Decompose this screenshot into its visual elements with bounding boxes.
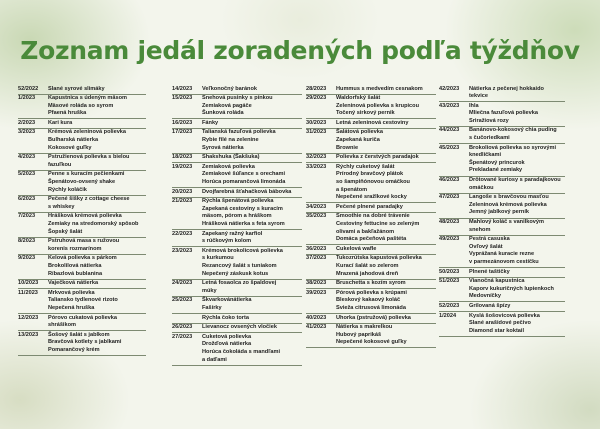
recipe-name: a datľami: [202, 356, 227, 363]
recipe-name: Kokosové guľky: [48, 144, 92, 151]
week-entry: [18, 289, 146, 314]
week-label: 47/2023: [439, 194, 460, 201]
week-entry: [18, 238, 146, 255]
recipe-name: Šošový šalát s jablkom: [48, 331, 110, 338]
recipe-name: Škvarkovánátierka: [202, 297, 252, 304]
recipe-name: Letná fosaolca zo špaldovej: [202, 280, 277, 287]
week-label: 37/2023: [306, 255, 327, 262]
recipe-name: Šopský šalát: [48, 228, 83, 235]
week-label: 33/2023: [306, 163, 327, 170]
week-entry: [172, 163, 302, 188]
recipe-name: Brownie: [336, 144, 359, 151]
week-entry: [18, 154, 146, 171]
recipe-name: Bravčová kotlety s jablkami: [48, 339, 122, 346]
recipe-name: Banánovo-kokosový chia puding: [469, 127, 557, 134]
recipe-name: Zemiakové šúľance s orechami: [202, 171, 285, 178]
week-label: 45/2023: [439, 144, 460, 151]
week-label: 46/2023: [439, 177, 460, 184]
week-label: 14/2023: [172, 85, 193, 92]
week-label: 43/2023: [439, 102, 460, 109]
recipe-name: Ríbazlová bublanina: [48, 270, 103, 277]
week-entry: [172, 324, 302, 334]
recipe-name: Mahlový koláč s vanilkovým: [469, 219, 544, 225]
recipe-name: Hubový paprikáš: [336, 331, 382, 338]
recipe-name: Slané arašidové pečivo: [469, 320, 531, 327]
recipe-name: Pestrá casuska: [469, 236, 510, 243]
week-entry: [439, 194, 565, 219]
recipe-name: Horúca čokoláda s mandľami: [202, 348, 281, 355]
recipe-name: Špenátový princurok: [469, 159, 525, 166]
week-label: 50/2023: [439, 268, 460, 275]
week-entry: [439, 312, 565, 337]
week-entry: [18, 129, 146, 154]
recipe-name: Zemiaky na stredomorský spôsob: [48, 221, 139, 227]
recipe-name: Hrášková nátierka s feta syrom: [202, 221, 285, 227]
week-label: 18/2023: [172, 154, 193, 161]
week-entry: [439, 144, 565, 176]
week-entry: [306, 280, 436, 290]
week-entry: [18, 196, 146, 213]
week-label: 20/2023: [172, 188, 193, 195]
week-entry: [439, 278, 565, 303]
week-label: 4/2023: [18, 154, 36, 161]
week-entry: [172, 188, 302, 198]
week-label: 38/2023: [306, 280, 327, 287]
week-label: 30/2023: [306, 119, 327, 126]
recipe-name: Jemný jablkový perník: [469, 209, 530, 216]
week-entry: [306, 85, 436, 95]
week-entry: [439, 236, 565, 268]
recipe-name: Nátierka z pečenej hokkaido: [469, 85, 544, 92]
week-label: 40/2023: [306, 314, 327, 321]
recipe-name: Snehová pusinky s pínkou: [202, 95, 273, 102]
recipe-name: Krémová brokolicová polievka: [202, 247, 283, 254]
week-entry: [306, 289, 436, 314]
week-entry: [172, 230, 302, 247]
week-entry: [18, 119, 146, 129]
recipe-name: Hummus s medvedím cesnakom: [336, 85, 423, 92]
recipe-name: omáčkou: [469, 184, 494, 191]
recipe-name: v parmezánovom cestíčku: [469, 258, 539, 265]
recipe-name: Pórová polievka s krúpami: [336, 289, 407, 296]
recipe-name: Fašírky: [202, 304, 222, 311]
week-entry: [172, 85, 302, 95]
recipe-name: Rýchly cuketový šalát: [336, 163, 395, 170]
week-entry: [172, 247, 302, 279]
column-2: [172, 85, 302, 366]
week-label: 1/2023: [18, 95, 36, 102]
recipe-name: Pfaená hruška: [48, 110, 87, 117]
recipe-name: Zemiaková pagáče: [202, 102, 252, 109]
recipe-name: Syrová nátierka: [202, 144, 244, 151]
recipe-name: Grilovaná špízy: [469, 302, 511, 309]
recipe-name: mäsom, pórom a hráškom: [202, 213, 272, 220]
recipe-name: Bulharská nátierka: [48, 137, 99, 144]
week-label: 28/2023: [306, 85, 327, 92]
recipe-name: knedličkami: [469, 152, 502, 159]
recipe-name: Cestoviny fettucine so zeleným: [336, 221, 420, 227]
week-entry: [18, 255, 146, 280]
recipe-name: Vianočná kapustnica: [469, 278, 525, 285]
recipe-name: Nepečená hruška: [48, 304, 95, 311]
week-label: 26/2023: [172, 324, 193, 331]
week-label: 13/2023: [18, 331, 39, 338]
week-entry: [172, 129, 302, 154]
recipe-name: Krémová zeleninová polievka: [48, 129, 127, 136]
recipe-name: s kurkumou: [202, 255, 234, 262]
week-label: 17/2023: [172, 129, 193, 136]
week-label: 27/2023: [172, 333, 193, 340]
recipe-name: Pomarančový krém: [48, 346, 100, 353]
week-label: 10/2023: [18, 280, 39, 287]
recipe-name: Domáca pečeňová paštéta: [336, 236, 407, 243]
recipe-name: Zapekaná cestoviny s kuracím: [202, 205, 283, 212]
recipe-name: Zeleninová polievka s krupicou: [336, 102, 419, 109]
week-entry: [172, 119, 302, 129]
week-entry: [18, 213, 146, 238]
recipe-name: Rýchla špenátová polievka: [202, 198, 274, 205]
recipe-name: Pečené plnené paradajky: [336, 203, 403, 210]
recipe-name: Rybie filé na zelenine: [202, 137, 259, 144]
recipe-name: Ovľový šalát: [469, 243, 503, 250]
week-entry: [172, 154, 302, 164]
column-1: [18, 85, 146, 356]
week-entry: [306, 163, 436, 203]
recipe-name: Rýchly koláčik: [48, 186, 87, 193]
week-label: 21/2023: [172, 198, 193, 205]
week-label: 41/2023: [306, 324, 327, 331]
recipe-name: Svieža citrusová limonáda: [336, 304, 406, 311]
recipe-name: snehom: [469, 226, 491, 233]
week-label: 42/2023: [439, 85, 460, 92]
recipe-name: Zemiaková polievka: [202, 163, 255, 170]
week-label: 31/2023: [306, 129, 327, 136]
week-label: 48/2023: [439, 219, 460, 225]
week-label: 7/2023: [18, 213, 36, 220]
recipe-name: Horúca pomarančová limonáda: [202, 179, 286, 186]
week-label: 1/2024: [439, 312, 457, 319]
recipe-name: Rezancový šalát s tuniakom: [202, 262, 277, 269]
week-label: 9/2023: [18, 255, 36, 262]
week-label: 5/2023: [18, 171, 36, 178]
week-label: 11/2023: [18, 289, 38, 296]
week-entry: [439, 127, 565, 144]
week-entry: [439, 268, 565, 278]
recipe-name: Šalátová polievka: [336, 129, 383, 136]
week-entry: [172, 95, 302, 120]
week-entry: [439, 219, 565, 236]
recipe-name: Ihla: [469, 102, 479, 109]
recipe-name: Cukelová wafle: [336, 245, 377, 252]
recipe-name: Brokolilová nátierka: [48, 262, 102, 269]
week-entry: [439, 85, 565, 102]
week-entry: [18, 331, 146, 356]
week-label: 19/2023: [172, 163, 193, 170]
week-entry: [306, 245, 436, 255]
recipe-name: Točený sirkový pernik: [336, 110, 395, 117]
week-entry: [306, 203, 436, 213]
week-label: 3/2023: [18, 129, 36, 136]
week-label: 44/2023: [439, 127, 460, 134]
recipe-name: Pórovo cukatová polievka: [48, 314, 118, 321]
recipe-name: Kelová polievka s párkom: [48, 255, 117, 262]
recipe-name: Medovníčky: [469, 293, 502, 300]
recipe-name: Dvojfarebná šťahačková bábovka: [202, 188, 292, 195]
recipe-name: Zeleninová krémová polievka: [469, 201, 547, 208]
week-entry: [306, 95, 436, 120]
week-label: 36/2023: [306, 245, 327, 252]
recipe-name: Langoše s bravčovou masťou: [469, 194, 549, 201]
recipe-name: Mrkvová polievka: [48, 289, 95, 296]
week-entry: [439, 102, 565, 127]
recipe-name: Zapekaná kuriča: [336, 137, 380, 144]
recipe-name: Sriražiová rozy: [469, 117, 509, 124]
recipe-name: Plnené taštičky: [469, 268, 510, 275]
week-label: 29/2023: [306, 95, 327, 102]
recipe-name: Nepečené kokosové guľky: [336, 339, 407, 346]
recipe-name: Diamond star koktail: [469, 327, 525, 334]
recipe-name: Cuketová polievka: [202, 333, 252, 340]
recipe-name: Kapustnica s údeným mäsom: [48, 95, 127, 102]
recipe-name: Fánky: [202, 119, 219, 126]
recipe-name: Bruschetta s kozím syrom: [336, 280, 406, 287]
week-entry: [18, 280, 146, 290]
recipe-name: Nepečený záskusk kotus: [202, 270, 269, 277]
recipe-name: Lievanocz ovsených vločiek: [202, 324, 277, 331]
week-entry: [18, 314, 146, 331]
recipe-name: Mliečna fazuľová polievka: [469, 110, 538, 117]
week-entry: [172, 198, 302, 230]
recipe-name: Brokoliová polievka so syrovými: [469, 144, 557, 151]
column-4: [439, 85, 565, 337]
week-label: 34/2023: [306, 203, 327, 210]
week-label: 32/2023: [306, 154, 327, 161]
recipe-name: Pstružienová polievka s bielou: [48, 154, 130, 161]
week-entry: [18, 85, 146, 95]
week-label: 52/2022: [18, 85, 39, 92]
recipe-name: Nátierka s makrelkou: [336, 324, 393, 331]
recipe-name: Pečené šišky z cottage cheese: [48, 196, 130, 203]
recipe-name: so šampiňónovou omáčkou: [336, 179, 410, 186]
recipe-name: Shakshuka (Šakšuka): [202, 154, 260, 161]
week-label: 6/2023: [18, 196, 36, 203]
week-entry: [439, 302, 565, 312]
week-entry: [306, 129, 436, 154]
recipe-name: Waldorfský šalát: [336, 95, 381, 102]
recipe-name: tekvice: [469, 93, 488, 100]
recipe-name: Mrazená jahodová dreň: [336, 270, 399, 277]
week-label: 15/2023: [172, 95, 193, 102]
recipe-name: Prírodný bravčový plátok: [336, 171, 404, 178]
week-label: 22/2023: [172, 230, 193, 237]
page-title: Zoznam jedál zoradených podľa týždňov: [20, 36, 580, 65]
week-entry: [172, 280, 302, 297]
recipe-name: Vaječková nátierka: [48, 280, 99, 287]
recipe-name: Talianská fazuľová polievka: [202, 129, 276, 136]
week-label: 23/2023: [172, 247, 193, 254]
week-entry: [172, 297, 302, 314]
week-entry: [306, 314, 436, 324]
week-label: 39/2023: [306, 289, 327, 296]
recipe-name: Pstruhová masa s ružovou: [48, 238, 120, 245]
week-entry: [306, 119, 436, 129]
recipe-name: Letná zeleninová cestoviny: [336, 119, 409, 126]
recipe-name: Polievka z čerstvých paradajok: [336, 154, 419, 161]
week-label: 49/2023: [439, 236, 460, 243]
recipe-name: Drožďová nátierka: [202, 341, 252, 348]
week-entry: [18, 95, 146, 120]
column-3: [306, 85, 436, 348]
recipe-name: múky: [202, 287, 217, 294]
recipe-name: Taliansko tydlenové rizoto: [48, 297, 118, 304]
week-label: 25/2023: [172, 297, 193, 304]
recipe-name: Kaporv kukuričných lupienkoch: [469, 285, 554, 292]
recipe-name: olivami a bakľažánom: [336, 228, 395, 235]
week-entry: [172, 333, 302, 365]
recipe-name: Špenátovo-ovsený shake: [48, 179, 116, 186]
recipe-name: Tukozrútska kapustová polievka: [336, 255, 422, 262]
week-entry: [172, 314, 302, 324]
recipe-name: Vyprážaná kuracie rezne: [469, 251, 535, 258]
recipe-name: Hrášková krémová polievka: [48, 213, 122, 220]
week-entry: [306, 213, 436, 245]
recipe-name: Rýchla čoko torta: [202, 314, 249, 321]
recipe-name: s whiskey: [48, 203, 75, 210]
week-entry: [306, 154, 436, 164]
week-label: 51/2023: [439, 278, 460, 285]
week-entry: [306, 255, 436, 280]
recipe-name: Smoothie na dobré trávenie: [336, 213, 410, 220]
week-label: 24/2023: [172, 280, 193, 287]
week-label: 2/2023: [18, 119, 36, 126]
recipe-name: Penne s kuracím pečienkami: [48, 171, 125, 178]
recipe-name: Kurací šalát so zelerom: [336, 262, 399, 269]
recipe-name: korenis rozmarínom: [48, 245, 102, 252]
recipe-name: s čučoriedkami: [469, 135, 510, 142]
recipe-name: Prekladané zemiaky: [469, 167, 523, 174]
recipe-name: Kari kura: [48, 119, 73, 126]
recipe-name: Šunková roláda: [202, 110, 244, 117]
week-label: 35/2023: [306, 213, 327, 220]
recipe-name: Bleskový kakaový koláč: [336, 297, 401, 304]
week-label: 52/2023: [439, 302, 460, 309]
recipe-name: Uhorka (pstružová) polievka: [336, 314, 411, 321]
recipe-name: Zapekaný ražný karfiol: [202, 230, 263, 237]
recipe-name: Drôtované kuriosy s paradajkovou: [469, 177, 561, 184]
recipe-name: Mäsové roláda so syrom: [48, 102, 114, 109]
week-label: 16/2023: [172, 119, 193, 126]
recipe-name: Veľkonočný baránok: [202, 85, 258, 92]
week-entry: [306, 324, 436, 349]
recipe-name: Slané syrové slimáky: [48, 85, 105, 92]
recipe-name: s rúčkovým kolom: [202, 238, 252, 245]
week-entry: [439, 177, 565, 194]
recipe-name: Kyslá šošovicová polievka: [469, 312, 540, 319]
recipe-name: a špenátom: [336, 186, 368, 193]
recipe-name: shrášikom: [48, 322, 76, 329]
recipe-name: Nepečené sražlkové kocky: [336, 194, 407, 201]
recipe-name: fazuľkou: [48, 161, 72, 168]
week-label: 8/2023: [18, 238, 36, 245]
week-label: 12/2023: [18, 314, 39, 321]
week-entry: [18, 171, 146, 196]
